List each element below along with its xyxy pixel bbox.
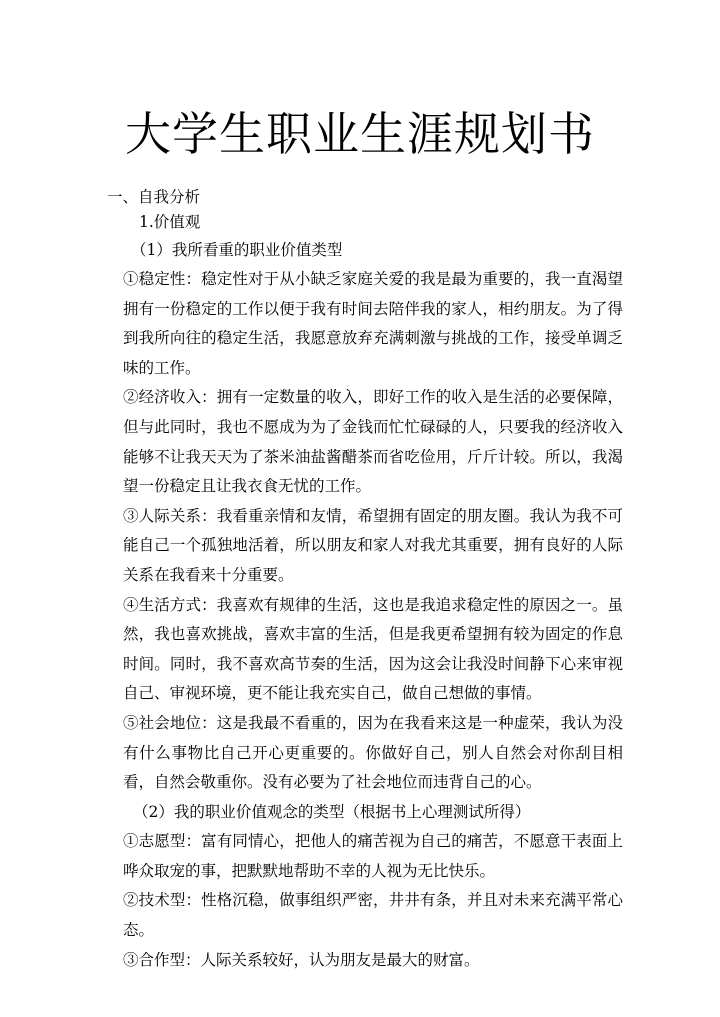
document-title: 大学生职业生涯规划书 <box>125 107 595 161</box>
paragraph-volunteer-type: ①志愿型：富有同情心，把他人的痛苦视为自己的痛苦，不愿意干表面上哗众取宠的事，把默默地帮助不幸的人视为无比快乐。 <box>123 832 623 880</box>
item-heading-value-concept-types: （2）我的职业价值观念的类型（根据书上心理测试所得） <box>133 802 531 821</box>
paragraph-cooperative-type: ③合作型：人际关系较好，认为朋友是最大的财富。 <box>123 950 480 969</box>
paragraph-relationships: ③人际关系：我看重亲情和友情，希望拥有固定的朋友圈。我认为我不可能自己一个孤独地活着，所以朋友和家人对我尤其重要，拥有良好的人际关系在我看来十分重要。 <box>123 506 623 584</box>
paragraph-lifestyle: ④生活方式：我喜欢有规律的生活，这也是我追求稳定性的原因之一。虽然，我也喜欢挑战，喜欢丰富的生活，但是我更希望拥有较为固定的作息时间。同时，我不喜欢高节奏的生活，因为这会让我没时间静下心来审视自己、审视环境，更不能让我充实自己，做自己想做的事情。 <box>123 595 623 703</box>
document-body <box>123 265 623 975</box>
paragraph-stability: ①稳定性：稳定性对于从小缺乏家庭关爱的我是最为重要的，我一直渴望拥有一份稳定的工作以便于我有时间去陪伴我的家人，相约朋友。为了得到我所向往的稳定生活，我愿意放弃充满刺激与挑战的工作，接受单调乏味的工作。 <box>123 270 623 377</box>
paragraph-income: ②经济收入：拥有一定数量的收入，即好工作的收入是生活的必要保障，但与此同时，我也不愿成为为了金钱而忙忙碌碌的人，只要我的经济收入能够不让我天天为了茶米油盐酱醋茶而省吃俭用，斤斤计较。所以，我渴望一份稳定且让我衣食无忧的工作。 <box>123 388 623 496</box>
item-heading-valued-types: （1）我所看重的职业价值类型 <box>131 241 343 259</box>
paragraph-technical-type: ②技术型：性格沉稳，做事组织严密，井井有条，并且对未来充满平常心态。 <box>123 891 623 940</box>
section-heading-self-analysis: 一、自我分析 <box>107 188 201 206</box>
subsection-heading-values: 1.价值观 <box>139 213 201 231</box>
paragraph-social-status: ⑤社会地位：这是我最不看重的，因为在我看来这是一种虚荣，我认为没有什么事物比自己开心更重要的。你做好自己，别人自然会对你刮目相看，自然会敬重你。没有必要为了社会地位而违背自己的心。 <box>123 713 623 792</box>
